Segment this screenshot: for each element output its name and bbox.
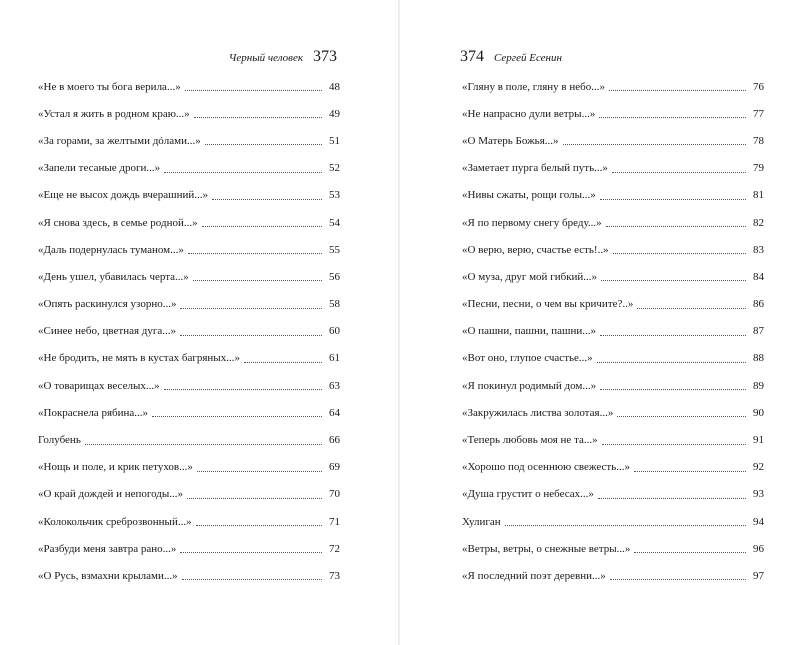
toc-entry bbox=[38, 454, 340, 481]
entry-page-number: 61 bbox=[329, 352, 340, 365]
toc-entry bbox=[462, 155, 764, 182]
dot-leader bbox=[601, 280, 746, 281]
toc-entry bbox=[462, 318, 764, 345]
entry-title: «О пашни, пашни, пашни...» bbox=[462, 325, 596, 338]
toc-entry bbox=[38, 399, 340, 426]
entry-title: «Даль подернулась туманом...» bbox=[38, 243, 184, 256]
entry-title: «Разбуди меня завтра рано...» bbox=[38, 542, 177, 555]
entry-title: «Запели тесаные дроги...» bbox=[38, 162, 161, 175]
toc-entry bbox=[38, 236, 340, 263]
dot-leader bbox=[164, 389, 322, 390]
toc-entry bbox=[462, 291, 764, 318]
dot-leader bbox=[152, 416, 322, 417]
dot-leader bbox=[196, 525, 322, 526]
running-title: Сергей Есенин bbox=[494, 52, 562, 64]
toc-entry bbox=[38, 481, 340, 508]
left-page bbox=[0, 0, 399, 645]
toc-entry bbox=[462, 73, 764, 100]
entry-page-number: 58 bbox=[329, 298, 340, 311]
entry-page-number: 86 bbox=[753, 298, 764, 311]
entry-page-number: 64 bbox=[329, 406, 340, 419]
toc-entry bbox=[38, 263, 340, 290]
dot-leader bbox=[180, 335, 322, 336]
entry-title: «О край дождей и непогоды...» bbox=[38, 488, 184, 501]
dot-leader bbox=[602, 444, 746, 445]
toc-entry bbox=[38, 127, 340, 154]
entry-title: «Я покинул родимый дом...» bbox=[462, 379, 597, 392]
entry-title: «О Русь, взмахни крылами...» bbox=[38, 569, 178, 582]
dot-leader bbox=[180, 308, 322, 309]
dot-leader bbox=[563, 144, 747, 145]
entry-title: «Теперь любовь моя не та...» bbox=[462, 434, 598, 447]
entry-title: «За горами, за желтыми дóлами...» bbox=[38, 134, 201, 147]
entry-title: «Еще не высох дождь вчерашний...» bbox=[38, 189, 209, 202]
entry-page-number: 87 bbox=[753, 325, 764, 338]
toc-entry bbox=[38, 535, 340, 562]
entry-page-number: 71 bbox=[329, 515, 340, 528]
toc-entry bbox=[38, 318, 340, 345]
dot-leader bbox=[188, 253, 322, 254]
dot-leader bbox=[610, 579, 746, 580]
toc-entry bbox=[462, 399, 764, 426]
toc-entry bbox=[462, 535, 764, 562]
toc-entry bbox=[462, 100, 764, 127]
toc-entry bbox=[38, 182, 340, 209]
entry-title: «Не в моего ты бога верила...» bbox=[38, 80, 181, 93]
entry-page-number: 76 bbox=[753, 80, 764, 93]
entry-page-number: 82 bbox=[753, 216, 764, 229]
entry-page-number: 56 bbox=[329, 270, 340, 283]
table-of-contents-left bbox=[38, 73, 340, 590]
entry-title: «О Матерь Божья...» bbox=[462, 134, 559, 147]
toc-entry bbox=[38, 209, 340, 236]
entry-page-number: 84 bbox=[753, 270, 764, 283]
entry-page-number: 89 bbox=[753, 379, 764, 392]
dot-leader bbox=[598, 498, 746, 499]
running-title: Черный человек bbox=[228, 52, 303, 64]
dot-leader bbox=[164, 172, 322, 173]
entry-page-number: 88 bbox=[753, 352, 764, 365]
toc-entry bbox=[462, 562, 764, 589]
entry-title: «Покраснела рябина...» bbox=[38, 406, 149, 419]
toc-entry bbox=[462, 481, 764, 508]
entry-page-number: 96 bbox=[753, 542, 764, 555]
toc-entry bbox=[462, 426, 764, 453]
entry-title: «День ушел, убавилась черта...» bbox=[38, 270, 189, 283]
entry-page-number: 94 bbox=[753, 515, 764, 528]
dot-leader bbox=[609, 90, 746, 91]
page-number: 373 bbox=[313, 48, 337, 65]
toc-entry bbox=[462, 209, 764, 236]
dot-leader bbox=[194, 117, 322, 118]
entry-title: «Колокольчик среброзвонный...» bbox=[38, 515, 192, 528]
dot-leader bbox=[205, 144, 322, 145]
entry-title: «Песни, песни, о чем вы кричите?..» bbox=[462, 298, 634, 311]
entry-title: «О муза, друг мой гибкий...» bbox=[462, 270, 598, 283]
entry-title: «Душа грустит о небесах...» bbox=[462, 488, 594, 501]
entry-page-number: 78 bbox=[753, 134, 764, 147]
toc-entry bbox=[38, 426, 340, 453]
dot-leader bbox=[185, 90, 322, 91]
entry-title: «Заметает пурга белый путь...» bbox=[462, 162, 608, 175]
entry-title: «Вот оно, глупое счастье...» bbox=[462, 352, 593, 365]
right-page-header bbox=[460, 48, 562, 70]
toc-entry bbox=[38, 345, 340, 372]
entry-page-number: 55 bbox=[329, 243, 340, 256]
entry-page-number: 92 bbox=[753, 461, 764, 474]
toc-entry bbox=[38, 155, 340, 182]
dot-leader bbox=[634, 552, 746, 553]
entry-page-number: 52 bbox=[329, 162, 340, 175]
toc-entry bbox=[462, 508, 764, 535]
dot-leader bbox=[193, 280, 322, 281]
entry-page-number: 73 bbox=[329, 569, 340, 582]
entry-page-number: 51 bbox=[329, 134, 340, 147]
toc-entry bbox=[38, 73, 340, 100]
entry-page-number: 72 bbox=[329, 542, 340, 555]
entry-page-number: 60 bbox=[329, 325, 340, 338]
toc-entry bbox=[462, 345, 764, 372]
entry-page-number: 77 bbox=[753, 107, 764, 120]
entry-page-number: 79 bbox=[753, 162, 764, 175]
toc-entry bbox=[462, 127, 764, 154]
toc-entry bbox=[38, 372, 340, 399]
dot-leader bbox=[637, 308, 746, 309]
toc-entry bbox=[38, 562, 340, 589]
entry-page-number: 69 bbox=[329, 461, 340, 474]
page-number: 374 bbox=[460, 48, 484, 65]
entry-page-number: 63 bbox=[329, 379, 340, 392]
toc-entry bbox=[462, 236, 764, 263]
dot-leader bbox=[634, 471, 746, 472]
entry-page-number: 91 bbox=[753, 434, 764, 447]
toc-entry bbox=[462, 182, 764, 209]
entry-title: «Закружилась листва золотая...» bbox=[462, 406, 614, 419]
dot-leader bbox=[613, 253, 746, 254]
dot-leader bbox=[597, 362, 746, 363]
dot-leader bbox=[600, 199, 746, 200]
entry-title: «Ветры, ветры, о снежные ветры...» bbox=[462, 542, 631, 555]
entry-title: «О товарищах веселых...» bbox=[38, 379, 160, 392]
entry-page-number: 90 bbox=[753, 406, 764, 419]
entry-page-number: 54 bbox=[329, 216, 340, 229]
entry-title: «Гляну в поле, гляну в небо...» bbox=[462, 80, 605, 93]
dot-leader bbox=[197, 471, 322, 472]
entry-page-number: 48 bbox=[329, 80, 340, 93]
entry-title: «Я снова здесь, в семье родной...» bbox=[38, 216, 198, 229]
entry-title: Голубень bbox=[38, 434, 81, 447]
dot-leader bbox=[187, 498, 322, 499]
toc-entry bbox=[462, 263, 764, 290]
dot-leader bbox=[505, 525, 746, 526]
dot-leader bbox=[600, 335, 746, 336]
dot-leader bbox=[606, 226, 746, 227]
toc-entry bbox=[462, 454, 764, 481]
toc-entry bbox=[38, 291, 340, 318]
entry-title: «Нощь и поле, и крик петухов...» bbox=[38, 461, 193, 474]
entry-title: «Не напрасно дули ветры...» bbox=[462, 107, 596, 120]
dot-leader bbox=[85, 444, 322, 445]
entry-title: «Хорошо под осеннюю свежесть...» bbox=[462, 461, 630, 474]
entry-page-number: 66 bbox=[329, 434, 340, 447]
dot-leader bbox=[600, 389, 746, 390]
entry-page-number: 70 bbox=[329, 488, 340, 501]
dot-leader bbox=[212, 199, 322, 200]
entry-page-number: 93 bbox=[753, 488, 764, 501]
toc-entry bbox=[38, 100, 340, 127]
entry-title: «Устал я жить в родном краю...» bbox=[38, 107, 190, 120]
table-of-contents-right bbox=[462, 73, 764, 590]
dot-leader bbox=[180, 552, 322, 553]
dot-leader bbox=[612, 172, 746, 173]
entry-page-number: 97 bbox=[753, 569, 764, 582]
entry-page-number: 81 bbox=[753, 189, 764, 202]
dot-leader bbox=[599, 117, 746, 118]
entry-title: «Я по первому снегу бреду...» bbox=[462, 216, 602, 229]
entry-title: «Не бродить, не мять в кустах багряных...» bbox=[38, 352, 240, 365]
dot-leader bbox=[617, 416, 746, 417]
entry-page-number: 53 bbox=[329, 189, 340, 202]
entry-page-number: 49 bbox=[329, 107, 340, 120]
dot-leader bbox=[244, 362, 322, 363]
left-page-header bbox=[229, 48, 337, 70]
entry-title: Хулиган bbox=[462, 515, 501, 528]
right-page bbox=[400, 0, 800, 645]
toc-entry bbox=[462, 372, 764, 399]
dot-leader bbox=[182, 579, 322, 580]
entry-title: «О верю, верю, счастье есть!..» bbox=[462, 243, 609, 256]
entry-title: «Нивы сжаты, рощи голы...» bbox=[462, 189, 596, 202]
entry-title: «Опять раскинулся узорно...» bbox=[38, 298, 177, 311]
entry-title: «Синее небо, цветная дуга...» bbox=[38, 325, 177, 338]
toc-entry bbox=[38, 508, 340, 535]
dot-leader bbox=[202, 226, 322, 227]
entry-page-number: 83 bbox=[753, 243, 764, 256]
entry-title: «Я последний поэт деревни...» bbox=[462, 569, 606, 582]
